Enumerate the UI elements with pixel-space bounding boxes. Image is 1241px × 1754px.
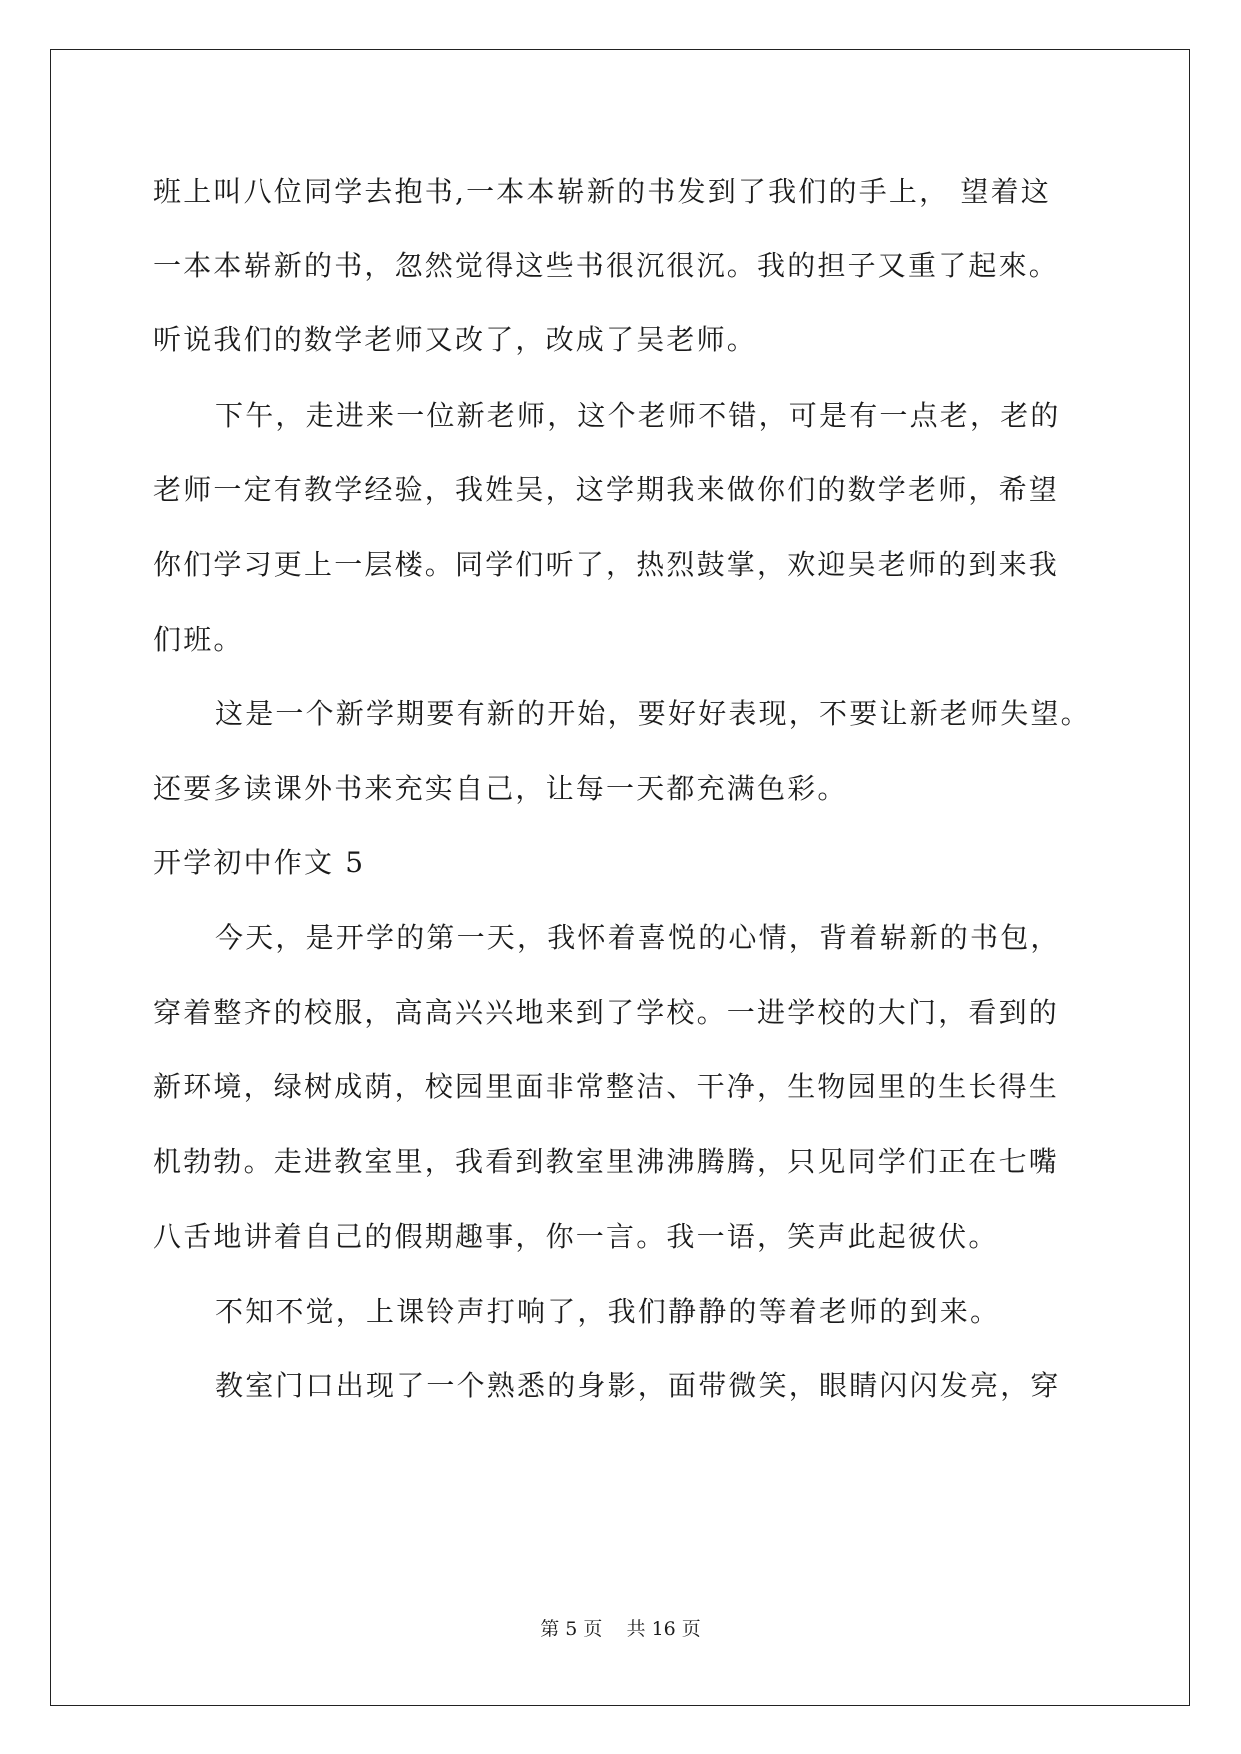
section-heading: 开学初中作文 5: [153, 846, 366, 879]
text-line: 还要多读课外书来充实自己，让每一天都充满色彩。: [153, 772, 848, 805]
text-line: 们班。: [153, 623, 244, 656]
paragraph-start-line: 今天，是开学的第一天，我怀着喜悦的心情，背着崭新的书包，: [215, 921, 1061, 954]
text-line: 班上叫八位同学去抱书,一本本崭新的书发到了我们的手上， 望着这: [153, 175, 1052, 208]
paragraph-start-line: 下午，走进来一位新老师，这个老师不错，可是有一点老，老的: [215, 399, 1061, 432]
page-number-footer: 第 5 页 共 16 页: [540, 1618, 701, 1640]
paragraph-start-line: 教室门口出现了一个熟悉的身影，面带微笑，眼睛闪闪发亮，穿: [215, 1369, 1061, 1402]
text-line: 听说我们的数学老师又改了，改成了吴老师。: [153, 323, 758, 356]
text-line: 机勃勃。走进教室里，我看到教室里沸沸腾腾，只见同学们正在七嘴: [153, 1145, 1060, 1178]
paragraph-start-line: 这是一个新学期要有新的开始，要好好表现，不要让新老师失望。: [215, 697, 1091, 730]
text-line: 老师一定有教学经验，我姓吴，这学期我来做你们的数学老师，希望: [153, 473, 1060, 506]
text-line: 穿着整齐的校服，高高兴兴地来到了学校。一进学校的大门，看到的: [153, 996, 1060, 1029]
paragraph-start-line: 不知不觉，上课铃声打响了，我们静静的等着老师的到来。: [215, 1295, 1001, 1328]
text-line: 你们学习更上一层楼。同学们听了，热烈鼓掌，欢迎吴老师的到来我: [153, 548, 1060, 581]
text-line: 八舌地讲着自己的假期趣事，你一言。我一语，笑声此起彼伏。: [153, 1220, 999, 1253]
text-line: 新环境，绿树成荫，校园里面非常整洁、干净，生物园里的生长得生: [153, 1070, 1060, 1103]
text-line: 一本本崭新的书，忽然觉得这些书很沉很沉。我的担子又重了起來。: [153, 249, 1060, 282]
